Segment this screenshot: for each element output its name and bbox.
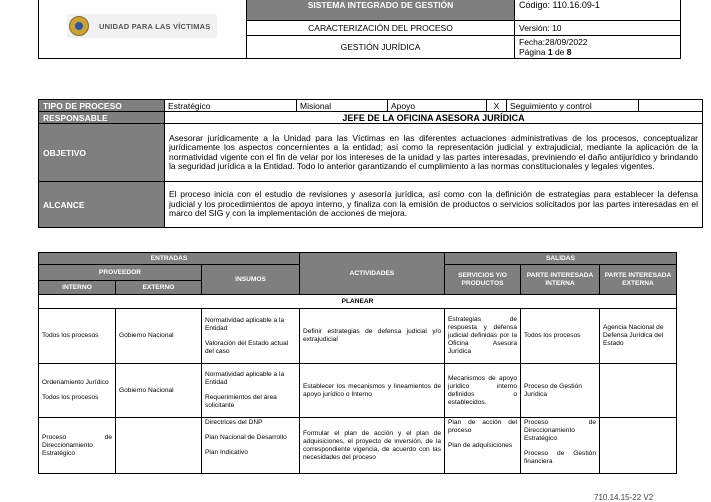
page-indicator: Página 1 de 8 [519,47,572,57]
row3-supplies: Directrices del DNP Plan Nacional de Desarrollo Plan Indicativo [202,418,300,474]
table-row [39,364,677,418]
type-estrategico: Estratégico [165,100,297,112]
inputs-header: ENTRADAS [39,253,300,265]
services-header: SERVICIOS Y/O PRODUCTOS [445,265,521,295]
system-title: SISTEMA INTEGRADO DE GESTIÓN [247,0,515,21]
internal-party-header: PARTE INTERESADA INTERNA [521,265,600,295]
document-header [38,0,681,59]
row3-service: Plan de acción del proceso Plan de adquisiciones [445,418,521,474]
objective-label: OBJETIVO [39,124,165,182]
responsible-label: RESPONSABLE [39,112,165,124]
row2-activity: Establecer los mecanismos y lineamientos de apoyo jurídico o Interno [300,364,445,418]
row1-internal: Todos los procesos [39,309,116,364]
scope-label: ALCANCE [39,182,165,228]
row2-service: Mecanismos de apoyo jurídico interno definidos o establecidos. [445,364,521,418]
type-seguimiento-mark [639,100,703,112]
row1-service: Estrategias de respuesta y defensa judicial definidas por la Oficina Asesora Jurídica [445,309,521,364]
objective-text: Asesorar jurídicamente a la Unidad para las Víctimas en las diferentes actuaciones administrativas de los procesos, conceptualizar jurídicamente los aspectos concernientes a la entidad; así como la representación judicial y extrajudicial, mediante la aplicación de la normatividad vigente con el fin de velar por los intereses de la unidad y las partes interesadas, previniendo el daño antijurídico y brindando la seguridad jurídica a la Entidad. Todo lo anterior garantizando el cumplimiento a las normas constitucionales y legales vigentes. [165,124,703,182]
row3-external-party [600,418,677,474]
row3-internal-party: Proceso de Direccionamiento Estratégico Proceso de Gestión financiera [521,418,600,474]
type-misional: Misional [297,100,388,112]
responsible-value: JEFE DE LA OFICINA ASESORA JURÍDICA [165,112,703,124]
activities-table [38,252,677,474]
row2-external-party [600,364,677,418]
supplier-header: PROVEEDOR [39,265,202,281]
row1-internal-party: Todos los procesos [521,309,600,364]
phase-plan: PLANEAR [39,295,677,309]
entity-name: UNIDAD PARA LAS VÍCTIMAS [99,21,211,31]
row1-external-party: Agencia Nacional de Defensa Jurídica del Estado [600,309,677,364]
type-apoyo: Apoyo [388,100,487,112]
outputs-header: SALIDAS [445,253,677,265]
external-party-header: PARTE INTERESADA EXTERNA [600,265,677,295]
characterization-title: CARACTERIZACIÓN DEL PROCESO [247,21,515,36]
process-type-label: TIPO DE PROCESO [39,100,165,112]
row1-external: Gobierno Nacional [116,309,202,364]
internal-supplier-header: INTERNO [39,281,116,295]
row1-activity: Definir estrategias de defensa judicial y/o extrajudicial [300,309,445,364]
type-apoyo-mark: X [487,100,507,112]
date-page-cell [515,36,681,59]
row2-internal: Ordenamiento Jurídico Todos los procesos [39,364,116,418]
process-name: GESTIÓN JURÍDICA [247,36,515,59]
row3-internal: Proceso de Direccionamiento Estratégico [39,418,116,474]
table-row [39,309,677,364]
row3-external [116,418,202,474]
supplies-header: INSUMOS [202,265,300,295]
row3-activity: Formular el plan de acción y el plan de adquisiciones, el proyecto de inversión, de la correspondiente vigencia, de acuerdo con las necesidades del proceso [300,418,445,474]
table-row [39,418,677,474]
coat-of-arms-icon [69,16,89,36]
form-code: 710.14.15-22 V2 [594,493,654,502]
entity-logo [67,14,217,38]
activities-header: ACTIVIDADES [300,253,445,295]
scope-text: El proceso inicia con el estudio de revisiones y asesoría jurídica, así como con la definición de estrategias para establecer la defensa judicial y los procedimientos de apoyo interno, y finaliza con la emisión de productos o servicios solicitados por las partes interesadas en el marco del SIG y con la implementación de acciones de mejora. [165,182,703,228]
row2-external: Gobierno Nacional [116,364,202,418]
process-info-table [38,99,703,228]
external-supplier-header: EXTERNO [116,281,202,295]
row1-supplies: Normatividad aplicable a la Entidad Valoración del Estado actual del caso [202,309,300,364]
row2-internal-party: Proceso de Gestión Jurídica [521,364,600,418]
document-date: Fecha:28/09/2022 [519,37,588,47]
type-seguimiento: Seguimiento y control [507,100,639,112]
row2-supplies: Normatividad aplicable a la Entidad Requerimientos del área solicitante [202,364,300,418]
document-code: Código: 110.16.09-1 [515,0,681,21]
entity-logo-cell [39,0,247,59]
document-version: Versión: 10 [515,21,681,36]
